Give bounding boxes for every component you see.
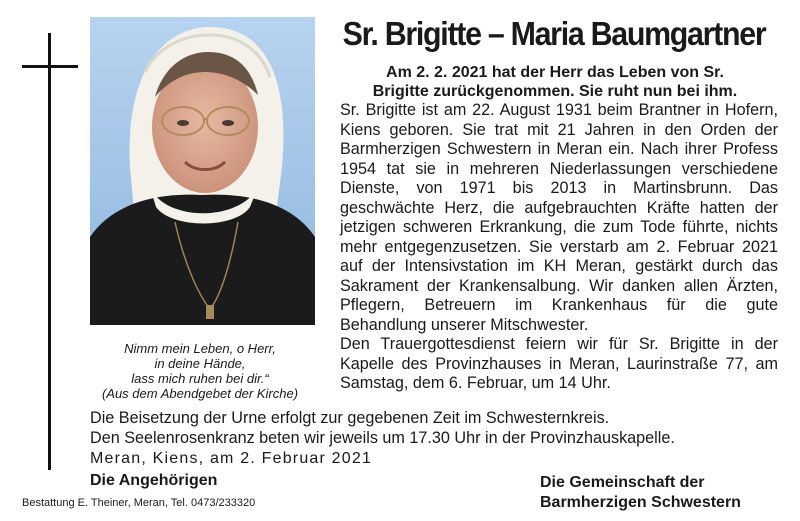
death-announcement [330,63,780,101]
cross-vertical-bar [48,33,51,470]
signature-relatives: Die Angehörigen [90,472,218,489]
quote-line: lass mich ruhen bei dir.“ [131,371,269,386]
deceased-name-title: Sr. Brigitte – Maria Baumgartner [342,15,766,52]
quote-line: in deine Hände, [154,356,246,371]
rosary-paragraph: Den Seelenrosenkranz beten wir jeweils um 17.30 Uhr in der Provinzhauskapelle. [90,428,675,447]
urn-paragraph: Die Beisetzung der Urne erfolgt zur gegebenen Zeit im Schwesternkreis. [90,409,610,427]
quote-source: (Aus dem Abendgebet der Kirche) [101,386,299,401]
funeral-home-credit: Bestattung E. Theiner, Meran, Tel. 0473/233320 [22,497,256,509]
burial-information [90,409,790,448]
announcement-line: Am 2. 2. 2021 hat der Herr das Leben von Sr. [386,64,724,81]
prayer-quote [80,341,320,401]
announcement-line: Brigitte zurückgenommen. Sie ruht nun bei ihm. [372,83,738,100]
community-line: Die Gemeinschaft der [540,474,705,491]
obituary-body [340,101,778,394]
place-and-date: Meran, Kiens, am 2. Februar 2021 [90,450,373,467]
quote-line: Nimm mein Leben, o Herr, [124,341,276,356]
cross-horizontal-bar [22,65,78,68]
signature-community [540,473,741,512]
portrait-photo [90,17,315,325]
funeral-paragraph: Den Trauergottesdienst feiern wir für Sr. Brigitte in der Kapelle des Provinzhauses in Meran, Laurinstraße 77, am Samstag, dem 6. Februar, um 14 Uhr. [340,335,778,392]
biography-paragraph: Sr. Brigitte ist am 22. August 1931 beim Brantner in Hofern, Kiens geboren. Sie trat mit 21 Jahren in den Orden der Barmherzigen Schwestern in Meran ein. Nach ihrer Profess 1954 tat sie in mehreren Niederlassungen verschiedene Dienste, von 1971 bis 2013 in Martinsbrunn. Das geschwächte Herz, die aufgebrauchten Kräfte hatten der jetzigen schweren Erkrankung, die zum Tode führte, nichts mehr entgegenzusetzen. Sie verstarb am 2. Februar 2021 auf der Intensivstation im KH Meran, gestärkt durch das Sakrament der Krankensalbung. Wir danken allen Ärzten, Pflegern, Betreuern im Krankenhaus für die gute Behandlung unserer Mitschwester. [340,101,778,334]
community-line: Barmherzigen Schwestern [540,493,741,511]
